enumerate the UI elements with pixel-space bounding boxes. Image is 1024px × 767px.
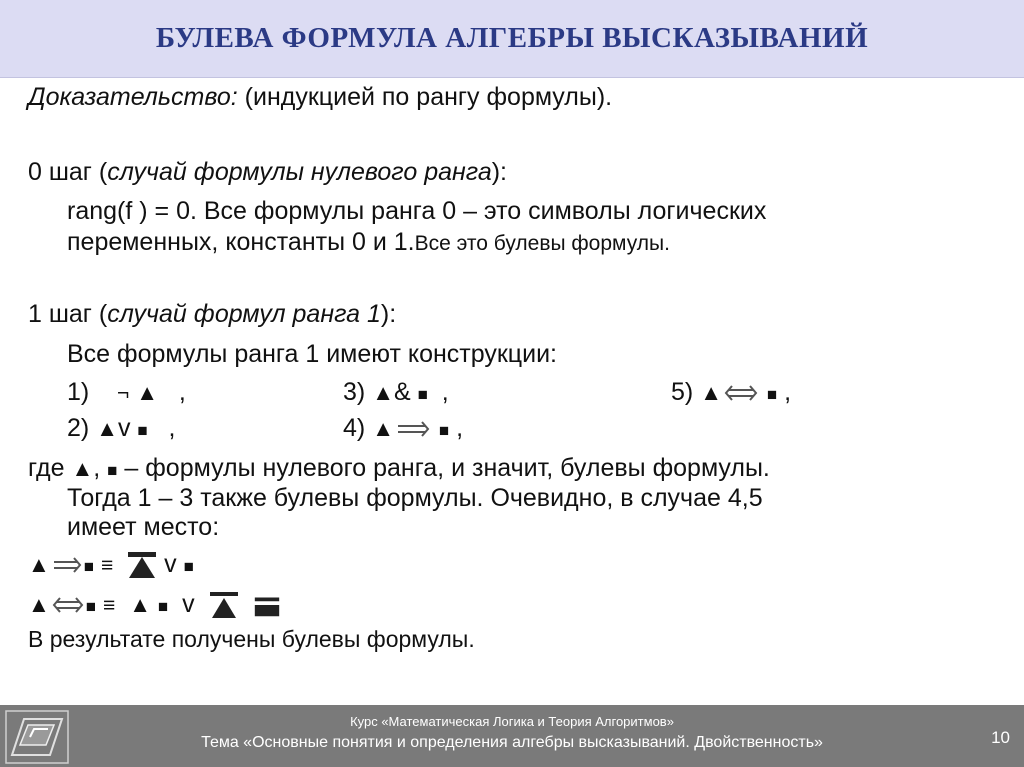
triangle-icon: ▲ <box>372 380 394 405</box>
equivalence-formula: ▲ ■ ≡ ▲ ■ v <box>28 589 282 622</box>
triangle-icon: ▲ <box>96 416 118 441</box>
equivalence-arrow-icon <box>724 384 758 402</box>
construction-2: 2) ▲v ■ , <box>67 414 176 442</box>
where-line2: Тогда 1 – 3 также булевы формулы. Очевидно, в случае 4,5 <box>67 484 763 512</box>
step1-intro: Все формулы ранга 1 имеют конструкции: <box>67 340 557 368</box>
negated-square-icon <box>252 591 282 619</box>
construction-3: 3) ▲& ■ , <box>343 378 449 406</box>
footer <box>0 705 1024 767</box>
proof-label: Доказательство: <box>28 83 238 111</box>
construction-1: 1) ¬ ▲ , <box>67 378 186 406</box>
step0-line2: переменных, константы 0 и 1.Все это булевы формулы. <box>67 228 670 256</box>
footer-topic: Тема «Основные понятия и определения алгебры высказываний. Двойственность» <box>201 734 823 751</box>
where-line3: имеет место: <box>67 513 220 541</box>
square-icon: ■ <box>107 461 118 480</box>
step1-heading: 1 шаг (случай формул ранга 1): <box>28 300 397 328</box>
step0-line1: rang(f ) = 0. Все формулы ранга 0 – это символы логических <box>67 197 767 225</box>
square-icon: ■ <box>85 597 97 616</box>
construction-5: 5) ▲ ■ , <box>671 378 792 406</box>
square-icon: ■ <box>417 385 428 404</box>
square-icon: ■ <box>438 421 450 440</box>
triangle-icon: ▲ <box>129 592 151 617</box>
square-icon: ■ <box>157 597 169 616</box>
implication-arrow-icon <box>396 420 430 438</box>
slide-title: БУЛЕВА ФОРМУЛА АЛГЕБРЫ ВЫСКАЗЫВАНИЙ <box>155 22 869 54</box>
triangle-icon: ▲ <box>28 592 50 617</box>
triangle-icon: ▲ <box>700 380 722 405</box>
triangle-icon: ▲ <box>71 456 94 481</box>
square-icon: ■ <box>766 385 778 404</box>
triangle-icon: ▲ <box>28 552 50 577</box>
title-bar <box>0 0 1024 78</box>
triangle-icon: ▲ <box>372 416 394 441</box>
proof-text: (индукцией по рангу формулы). <box>237 83 613 111</box>
negated-triangle-icon <box>127 551 157 579</box>
square-icon: ■ <box>137 421 148 440</box>
implication-formula: ▲ ■ ≡ v ■ <box>28 550 194 578</box>
result-line: В результате получены булевы формулы. <box>28 626 475 652</box>
square-icon: ■ <box>183 557 194 576</box>
where-line: где ▲, ■ – формулы нулевого ранга, и значит, булевы формулы. <box>28 454 770 482</box>
page-number: 10 <box>991 728 1010 747</box>
equivalence-arrow-icon <box>52 596 84 614</box>
implication-arrow-icon <box>52 556 82 574</box>
construction-4: 4) ▲ ■ , <box>343 414 464 442</box>
triangle-icon: ▲ <box>136 380 159 405</box>
square-icon: ■ <box>83 557 95 576</box>
step0-heading: 0 шаг (случай формулы нулевого ранга): <box>28 158 508 186</box>
proof-line <box>28 82 612 112</box>
footer-course: Курс «Математическая Логика и Теория Алгоритмов» <box>350 714 674 729</box>
negated-triangle-icon <box>209 591 239 619</box>
